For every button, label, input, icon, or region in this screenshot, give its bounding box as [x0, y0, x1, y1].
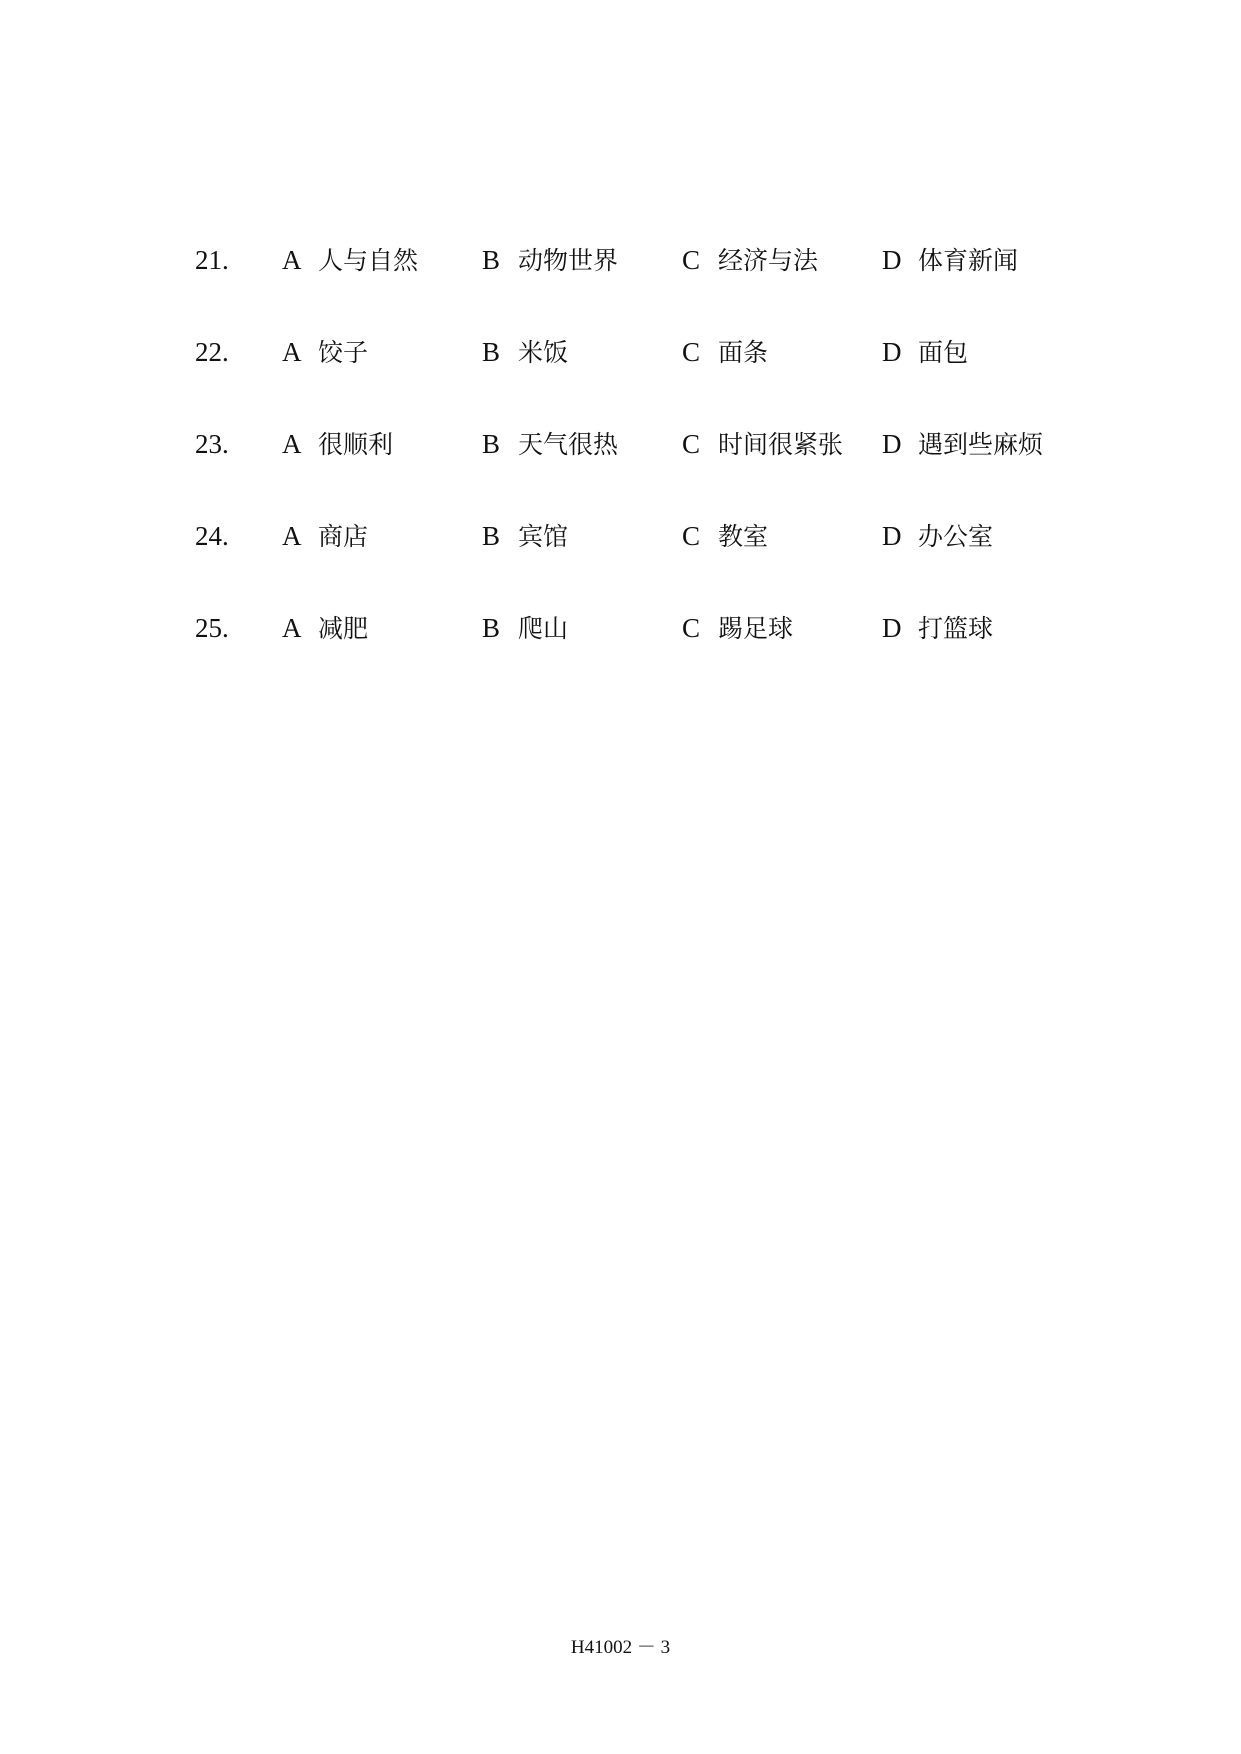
question-25 [195, 608, 1095, 700]
option-letter: A [282, 337, 302, 367]
option-letter: B [482, 337, 501, 367]
option-letter: B [482, 429, 501, 459]
option-letter: B [482, 245, 501, 275]
option-d [882, 332, 968, 376]
option-letter: C [682, 245, 701, 275]
option-text: 动物世界 [518, 246, 619, 275]
option-c [682, 332, 768, 376]
option-c [682, 608, 793, 652]
option-a [282, 240, 418, 284]
option-text: 办公室 [918, 522, 994, 551]
option-b [482, 608, 568, 652]
question-number: 24. [195, 521, 229, 551]
option-letter: D [882, 429, 902, 459]
option-d [882, 240, 1018, 284]
option-letter: A [282, 521, 302, 551]
option-text: 天气很热 [518, 430, 619, 459]
question-number: 23. [195, 429, 229, 459]
option-text: 面包 [918, 338, 969, 367]
page-code: H41002 － 3 [570, 1637, 671, 1658]
option-letter: A [282, 245, 302, 275]
option-letter: A [282, 429, 302, 459]
option-a [282, 332, 368, 376]
option-letter: C [682, 613, 701, 643]
option-letter: C [682, 337, 701, 367]
option-a [282, 424, 393, 468]
option-text: 面条 [718, 338, 769, 367]
option-text: 人与自然 [318, 246, 419, 275]
option-letter: D [882, 521, 902, 551]
question-23 [195, 424, 1095, 516]
page-footer [0, 1632, 1241, 1659]
option-letter: C [682, 521, 701, 551]
option-letter: B [482, 521, 501, 551]
option-a [282, 608, 368, 652]
option-d [882, 516, 993, 560]
option-letter: B [482, 613, 501, 643]
option-text: 很顺利 [318, 430, 394, 459]
option-text: 爬山 [518, 614, 569, 643]
option-letter: A [282, 613, 302, 643]
option-letter: D [882, 245, 902, 275]
option-text: 打篮球 [918, 614, 994, 643]
option-letter: D [882, 337, 902, 367]
option-a [282, 516, 368, 560]
option-letter: D [882, 613, 902, 643]
option-text: 饺子 [318, 338, 369, 367]
question-number: 22. [195, 337, 229, 367]
option-d [882, 608, 993, 652]
option-text: 商店 [318, 522, 369, 551]
option-b [482, 424, 618, 468]
option-text: 宾馆 [518, 522, 569, 551]
option-text: 体育新闻 [918, 246, 1019, 275]
question-list [195, 240, 1095, 700]
question-24 [195, 516, 1095, 608]
option-text: 教室 [718, 522, 769, 551]
option-text: 减肥 [318, 614, 369, 643]
question-22 [195, 332, 1095, 424]
option-c [682, 424, 843, 468]
question-number: 25. [195, 613, 229, 643]
option-text: 时间很紧张 [718, 430, 844, 459]
option-c [682, 516, 768, 560]
option-letter: C [682, 429, 701, 459]
option-b [482, 516, 568, 560]
option-d [882, 424, 1043, 468]
option-text: 米饭 [518, 338, 569, 367]
option-b [482, 240, 618, 284]
question-21 [195, 240, 1095, 332]
question-number: 21. [195, 245, 229, 275]
option-text: 经济与法 [718, 246, 819, 275]
option-c [682, 240, 818, 284]
option-text: 遇到些麻烦 [918, 430, 1044, 459]
option-text: 踢足球 [718, 614, 794, 643]
option-b [482, 332, 568, 376]
